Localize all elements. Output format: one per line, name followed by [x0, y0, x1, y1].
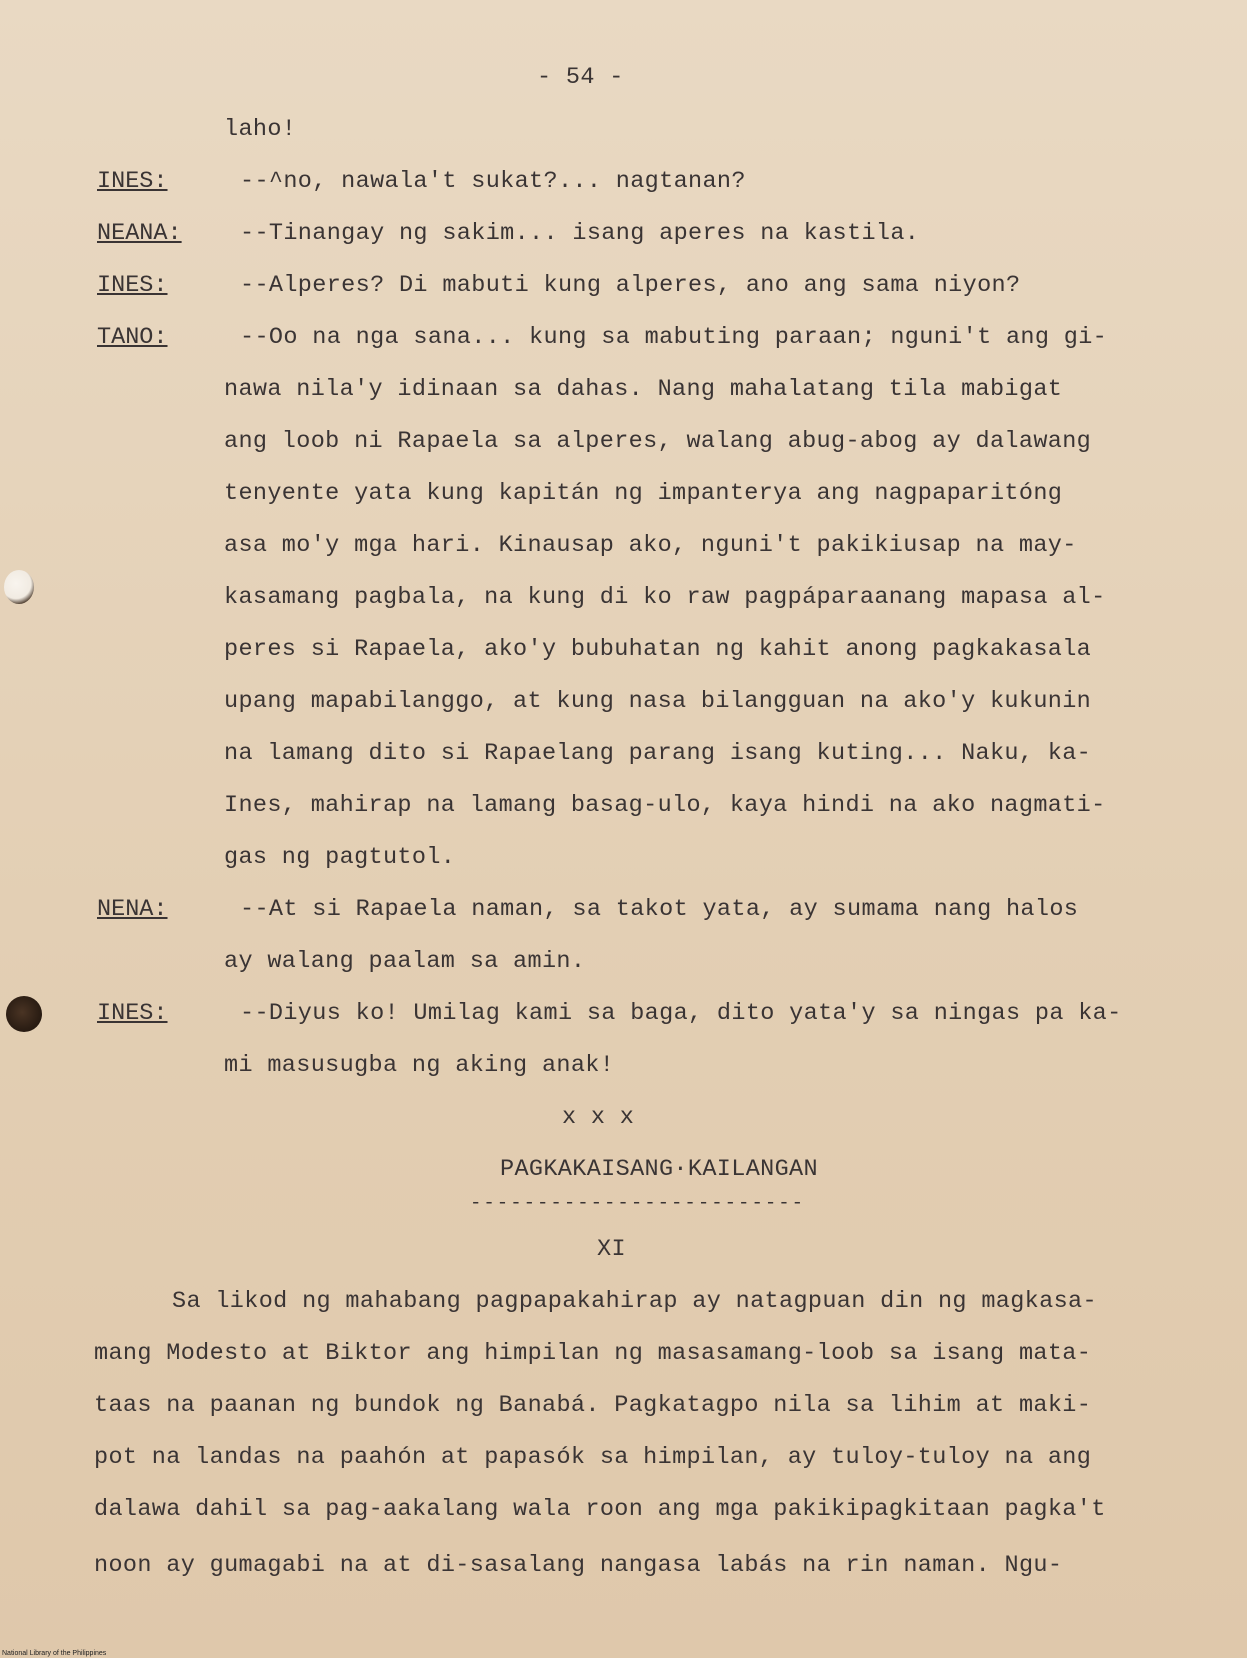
text-line: kasamang pagbala, na kung di ko raw pagpáparaanang mapasa al- [224, 584, 1106, 611]
text-line: gas ng pagtutol. [224, 844, 456, 871]
text-line: --At si Rapaela naman, sa takot yata, ay sumama nang halos [240, 896, 1079, 923]
section-separator: x x x [562, 1104, 635, 1131]
body-line: noon ay gumagabi na at di-sasalang nangasa labás na rin naman. Ngu- [94, 1552, 1063, 1579]
body-line: mang Modesto at Biktor ang himpilan ng masasamang-loob sa isang mata- [94, 1340, 1092, 1367]
text-line: --Diyus ko! Umilag kami sa baga, dito yata'y sa ningas pa ka- [240, 1000, 1122, 1027]
text-line: --Alperes? Di mabuti kung alperes, ano ang sama niyon? [240, 272, 1021, 299]
text-line: mi masusugba ng aking anak! [224, 1052, 615, 1079]
body-line: dalawa dahil sa pag-aakalang wala roon ang mga pakikipagkitaan pagka't [94, 1496, 1106, 1523]
text-line: --^no, nawala't sukat?... nagtanan? [240, 168, 746, 195]
text-line: na lamang dito si Rapaelang parang isang kuting... Naku, ka- [224, 740, 1092, 767]
text-line: --Oo na nga sana... kung sa mabuting paraan; nguni't ang gi- [240, 324, 1108, 351]
speaker-label: INES: [97, 272, 168, 299]
body-line: pot na landas na paahón at papasók sa himpilan, ay tuloy-tuloy na ang [94, 1444, 1092, 1471]
text-line: laho! [224, 116, 297, 143]
page-number: - 54 - [537, 64, 624, 91]
title-underline: ------------------------- [470, 1192, 806, 1214]
text-line: Ines, mahirap na lamang basag-ulo, kaya hindi na ako nagmati- [224, 792, 1106, 819]
body-line: Sa likod ng mahabang pagpapakahirap ay natagpuan din ng magkasa- [172, 1288, 1097, 1315]
speaker-label: INES: [97, 168, 168, 195]
text-line: upang mapabilanggo, at kung nasa bilangguan na ako'y kukunin [224, 688, 1092, 715]
punch-hole-top [4, 570, 34, 604]
speaker-label: INES: [97, 1000, 168, 1027]
text-line: asa mo'y mga hari. Kinausap ako, nguni't pakikiusap na may- [224, 532, 1077, 559]
text-line: ay walang paalam sa amin. [224, 948, 586, 975]
text-line: tenyente yata kung kapitán ng impanterya ang nagpaparitóng [224, 480, 1063, 507]
library-credit: National Library of the Philippines [2, 1650, 107, 1657]
chapter-number: XI [597, 1236, 626, 1263]
speaker-label: NENA: [97, 896, 168, 923]
text-line: peres si Rapaela, ako'y bubuhatan ng kahit anong pagkakasala [224, 636, 1092, 663]
text-line: --Tinangay ng sakim... isang aperes na kastila. [240, 220, 920, 247]
text-line: ang loob ni Rapaela sa alperes, walang abug-abog ay dalawang [224, 428, 1092, 455]
body-line: taas na paanan ng bundok ng Banabá. Pagkatagpo nila sa lihim at maki- [94, 1392, 1092, 1419]
speaker-label: TANO: [97, 324, 168, 351]
punch-hole-bottom [6, 996, 42, 1032]
text-line: nawa nila'y idinaan sa dahas. Nang mahalatang tila mabigat [224, 376, 1063, 403]
chapter-title: PAGKAKAISANG·KAILANGAN [500, 1156, 818, 1183]
speaker-label: NEANA: [97, 220, 182, 247]
